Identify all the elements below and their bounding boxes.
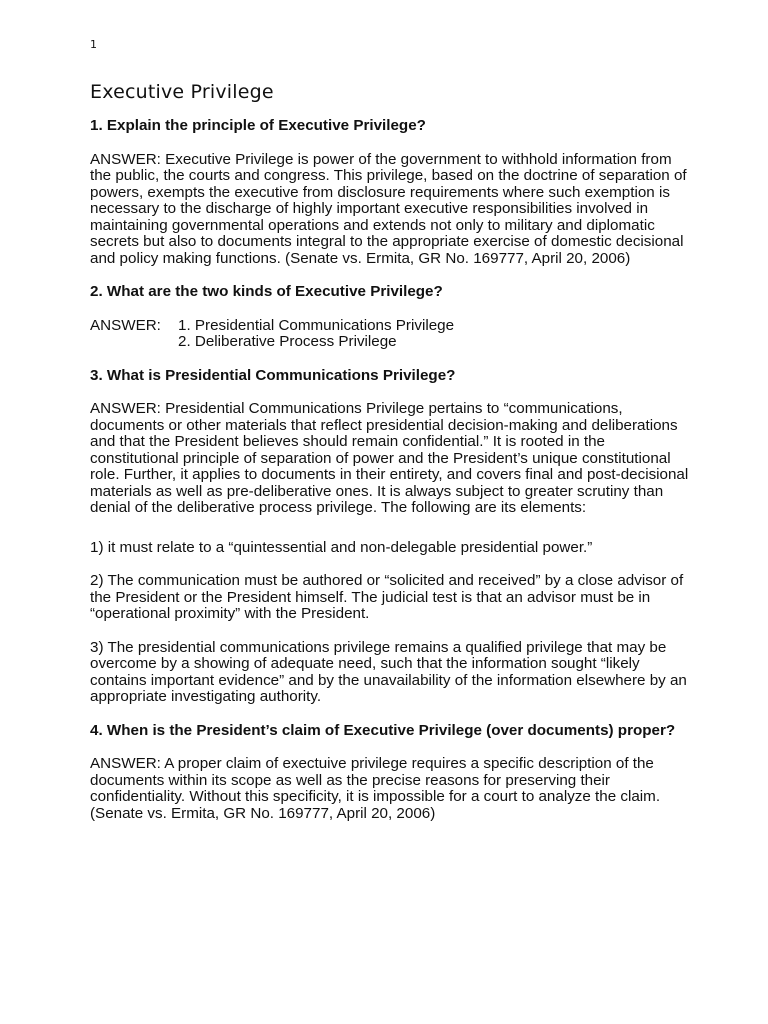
- page-number: 1: [90, 38, 97, 51]
- kind-item-1: 1. Presidential Communications Privilege: [178, 316, 455, 334]
- answer-4: ANSWER: A proper claim of exectuive privilege requires a specific description of the documents within its scope as well as the precise reasons for preserving their confidentiality. Without this specificity, it is impossible for a court to analyze the claim. (Senate vs. Ermita, GR No. 169777, April 20, 2006): [90, 755, 661, 822]
- question-1: 1. Explain the principle of Executive Privilege?: [90, 117, 426, 134]
- kind-row-2: [90, 334, 690, 351]
- kind-item-2: 2. Deliberative Process Privilege: [178, 333, 397, 350]
- element-3: 3) The presidential communications privilege remains a qualified privilege that may be overcome by a showing of adequate need, such that the information sought “likely contains important evidence” and by the unavailability of the information elsewhere by an appropriate investigating authority.: [90, 638, 687, 705]
- answer-3: ANSWER: Presidential Communications Privilege pertains to “communications, documents or other materials that reflect presidential decision-making and deliberations and that the President believes should remain confidential.” It is rooted in the constitutional principle of separation of power and the President’s unique constitutional role. Further, it applies to documents in their entirety, and covers final and post-decisional materials as well as pre-deliberative ones. It is always subject to greater scrutiny than denial of the deliberative process privilege. The following are its elements:: [90, 400, 689, 516]
- answer-2: [90, 318, 690, 351]
- page-title: Executive Privilege: [90, 81, 274, 103]
- question-4: 4. When is the President’s claim of Executive Privilege (over documents) proper?: [90, 721, 676, 739]
- answer-label: ANSWER:: [90, 316, 161, 334]
- document-body: [90, 118, 690, 839]
- question-2: 2. What are the two kinds of Executive Privilege?: [90, 283, 443, 300]
- kind-row-1: [90, 318, 690, 335]
- question-3: 3. What is Presidential Communications Privilege?: [90, 366, 456, 384]
- answer-1: ANSWER: Executive Privilege is power of the government to withhold information from the public, the courts and congress. This privilege, based on the doctrine of separation of powers, exempts the executive from disclosure requirements where such exemption is necessary to the discharge of highly important executive responsibilities involved in maintaining governmental operations and extends not only to military and diplomatic secrets but also to documents integral to the appropriate exercise of domestic decisional and policy making functions. (Senate vs. Ermita, GR No. 169777, April 20, 2006): [90, 150, 687, 267]
- element-1: 1) it must relate to a “quintessential and non-delegable presidential power.”: [90, 538, 593, 556]
- element-2: 2) The communication must be authored or “solicited and received” by a close advisor of the President or the President himself. The judicial test is that an advisor must be in “operational proximity” with the President.: [90, 572, 684, 622]
